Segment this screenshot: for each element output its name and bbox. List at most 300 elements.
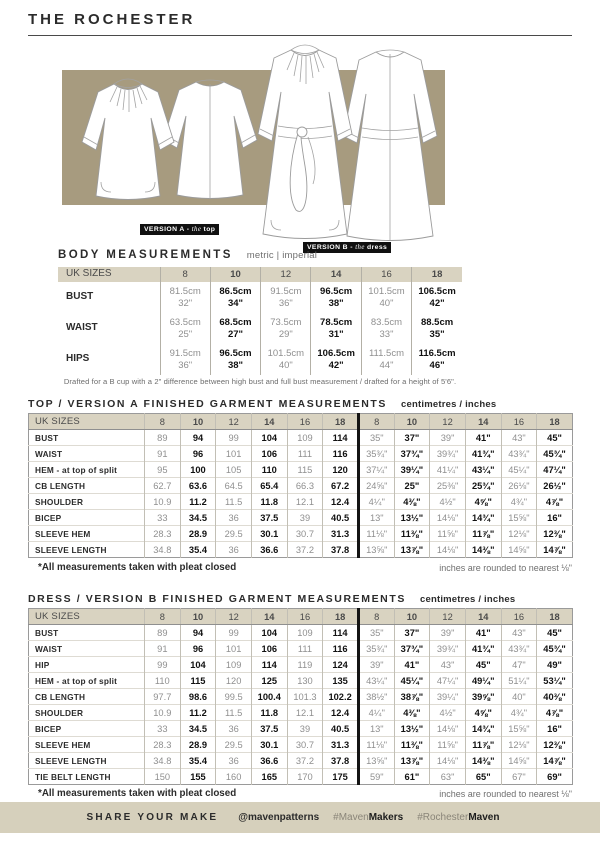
inch-value-cell: 37¼" (358, 462, 394, 478)
cm-value-cell: 116 (323, 641, 359, 657)
inch-value-cell: 43" (501, 430, 537, 446)
inch-value-cell: 39" (430, 430, 466, 446)
cm-value-cell: 125 (251, 673, 287, 689)
inch-value-cell: 38½" (358, 689, 394, 705)
measurement-cell: 91.5cm 36" (261, 282, 311, 313)
technical-drawings (60, 38, 452, 252)
inch-value-cell: 39" (430, 625, 466, 641)
inch-value-cell: 4⅜" (394, 705, 430, 721)
size-header-cell: 18 (323, 414, 359, 430)
inch-value-cell: 39" (358, 657, 394, 673)
cm-value-cell: 33 (145, 721, 181, 737)
cm-value-cell: 105 (216, 462, 252, 478)
inch-value-cell: 43¾" (501, 641, 537, 657)
table-row (29, 657, 573, 673)
row-label: WAIST (29, 446, 145, 462)
version-b-em: the (355, 244, 365, 251)
cm-value-cell: 28.3 (145, 737, 181, 753)
cm-value-cell: 65.4 (251, 478, 287, 494)
cm-value-cell: 36 (216, 753, 252, 769)
dress-pleat-note: *All measurements taken with pleat closed (38, 788, 237, 799)
top-table-heading: TOP / VERSION A FINISHED GARMENT MEASUREMENTS (28, 398, 388, 410)
inch-value-cell: 11⅝" (430, 526, 466, 542)
cm-value-cell: 36.6 (251, 542, 287, 558)
measurement-cell: 96.5cm 38" (311, 282, 361, 313)
table-row (29, 430, 573, 446)
inch-value-cell: 14⅜" (465, 753, 501, 769)
inch-value-cell: 37" (394, 625, 430, 641)
row-label: WAIST (66, 322, 98, 334)
inch-value-cell: 26⅛" (501, 478, 537, 494)
cm-value-cell: 11.2 (180, 494, 216, 510)
inch-value-cell: 4⅞" (537, 705, 573, 721)
cm-value-cell: 34.5 (180, 721, 216, 737)
dress-measurements-table (28, 608, 573, 785)
size-header-cell: 8 (358, 609, 394, 625)
cm-value-cell: 30.1 (251, 737, 287, 753)
inch-value-cell: 59" (358, 769, 394, 785)
cm-value-cell: 116 (323, 446, 359, 462)
cm-value-cell: 102.2 (323, 689, 359, 705)
measurement-cell: 116.5cm 46" (412, 344, 462, 375)
cm-value-cell: 101 (216, 641, 252, 657)
row-label: SHOULDER (29, 494, 145, 510)
version-a-prefix: VERSION A - (144, 226, 192, 233)
size-header-cell: 14 (465, 609, 501, 625)
cm-value-cell: 110 (145, 673, 181, 689)
top-rounding-note: inches are rounded to nearest ⅛" (439, 563, 572, 573)
cm-value-cell: 11.5 (216, 705, 252, 721)
inch-value-cell: 4¼" (358, 705, 394, 721)
table-row (29, 705, 573, 721)
page-title: THE ROCHESTER (28, 11, 196, 28)
cm-value-cell: 100 (180, 462, 216, 478)
dress-table-title (28, 593, 515, 605)
size-header-cell: 12 (430, 414, 466, 430)
inch-value-cell: 37¾" (394, 641, 430, 657)
cm-value-cell: 94 (180, 430, 216, 446)
dress-rounding-note: inches are rounded to nearest ⅛" (439, 789, 572, 799)
cm-value-cell: 39 (287, 721, 323, 737)
cm-value-cell: 101 (216, 446, 252, 462)
hashtag-mavenmakers (333, 812, 417, 823)
cm-value-cell: 91 (145, 446, 181, 462)
inch-value-cell: 35" (358, 625, 394, 641)
table-row (29, 737, 573, 753)
row-label: SLEEVE HEM (29, 737, 145, 753)
cm-value-cell: 64.5 (216, 478, 252, 494)
inch-value-cell: 4½" (430, 494, 466, 510)
cm-value-cell: 91 (145, 641, 181, 657)
cm-value-cell: 99.5 (216, 689, 252, 705)
inch-value-cell: 43¼" (358, 673, 394, 689)
inch-value-cell: 39¼" (394, 462, 430, 478)
table-row (29, 641, 573, 657)
inch-value-cell: 25⅜" (430, 478, 466, 494)
inch-value-cell: 14¾" (465, 510, 501, 526)
size-header-cell: 10 (210, 267, 260, 282)
measurement-cell: 78.5cm 31" (311, 313, 361, 344)
inch-value-cell: 47¼" (430, 673, 466, 689)
cm-value-cell: 130 (287, 673, 323, 689)
inch-value-cell: 43¼" (465, 462, 501, 478)
size-header-cell: 8 (160, 267, 210, 282)
inch-value-cell: 13½" (394, 721, 430, 737)
cm-value-cell: 12.4 (323, 494, 359, 510)
cm-value-cell: 94 (180, 625, 216, 641)
measurement-cell: 68.5cm 27" (210, 313, 260, 344)
row-label: WAIST (29, 641, 145, 657)
size-header-corner: UK SIZES (29, 609, 145, 625)
cm-value-cell: 34.8 (145, 542, 181, 558)
inch-value-cell: 4⅞" (537, 494, 573, 510)
table-row (29, 462, 573, 478)
cm-value-cell: 37.5 (251, 510, 287, 526)
cm-value-cell: 40.5 (323, 721, 359, 737)
inch-value-cell: 12⅛" (501, 737, 537, 753)
size-header-cell: 16 (501, 609, 537, 625)
cm-value-cell: 37.2 (287, 753, 323, 769)
row-label: HIP (29, 657, 145, 673)
table-row (58, 344, 462, 375)
inch-value-cell: 39⅝" (465, 689, 501, 705)
cm-value-cell: 37.8 (323, 542, 359, 558)
cm-value-cell: 39 (287, 510, 323, 526)
cm-value-cell: 155 (180, 769, 216, 785)
cm-value-cell: 114 (323, 625, 359, 641)
size-header-corner: UK SIZES (29, 414, 145, 430)
inch-value-cell: 41¼" (430, 462, 466, 478)
cm-value-cell: 10.9 (145, 705, 181, 721)
inch-value-cell: 15⅝" (501, 721, 537, 737)
cm-value-cell: 31.3 (323, 526, 359, 542)
cm-value-cell: 175 (323, 769, 359, 785)
inch-value-cell: 14⅛" (430, 510, 466, 526)
size-header-cell: 12 (216, 414, 252, 430)
inch-value-cell: 4⅝" (465, 494, 501, 510)
footer-bar (0, 802, 600, 833)
inch-value-cell: 63" (430, 769, 466, 785)
cm-value-cell: 29.5 (216, 737, 252, 753)
cm-value-cell: 10.9 (145, 494, 181, 510)
cm-value-cell: 160 (216, 769, 252, 785)
hashtag-mavenmakers-bold: Makers (368, 812, 404, 823)
table-row (29, 510, 573, 526)
cm-value-cell: 99 (216, 430, 252, 446)
cm-value-cell: 114 (323, 430, 359, 446)
top-table-title (28, 398, 496, 410)
inch-value-cell: 43" (501, 625, 537, 641)
inch-value-cell: 14⅛" (430, 721, 466, 737)
top-measurements-table (28, 413, 573, 558)
inch-value-cell: 14⅛" (430, 542, 466, 558)
cm-value-cell: 104 (180, 657, 216, 673)
cm-value-cell: 34.5 (180, 510, 216, 526)
size-header-cell: 16 (287, 609, 323, 625)
size-header-cell: 8 (145, 609, 181, 625)
cm-value-cell: 28.9 (180, 737, 216, 753)
row-label: HIPS (66, 353, 90, 365)
inch-value-cell: 4¾" (501, 494, 537, 510)
inch-value-cell: 11⅞" (465, 526, 501, 542)
cm-value-cell: 115 (180, 673, 216, 689)
size-header-cell: 18 (323, 609, 359, 625)
cm-value-cell: 35.4 (180, 542, 216, 558)
cm-value-cell: 33 (145, 510, 181, 526)
cm-value-cell: 106 (251, 641, 287, 657)
size-header-cell: 12 (216, 609, 252, 625)
table-row (58, 313, 462, 344)
row-label: CB LENGTH (29, 478, 145, 494)
size-header-cell: 18 (412, 267, 462, 282)
inch-value-cell: 11⅝" (430, 737, 466, 753)
size-header-cell: 8 (358, 414, 394, 430)
row-label: BUST (29, 430, 145, 446)
cm-value-cell: 106 (251, 446, 287, 462)
cm-value-cell: 109 (216, 657, 252, 673)
inch-value-cell: 25" (394, 478, 430, 494)
inch-value-cell: 4⅝" (465, 705, 501, 721)
cm-value-cell: 12.1 (287, 494, 323, 510)
inch-value-cell: 45" (465, 657, 501, 673)
cm-value-cell: 30.7 (287, 526, 323, 542)
inch-value-cell: 49¼" (465, 673, 501, 689)
measurement-cell: 111.5cm 44" (361, 344, 411, 375)
inch-value-cell: 41" (465, 430, 501, 446)
cm-value-cell: 150 (145, 769, 181, 785)
inch-value-cell: 41" (394, 657, 430, 673)
measurement-cell: 96.5cm 38" (210, 344, 260, 375)
inch-value-cell: 35¾" (358, 641, 394, 657)
cm-value-cell: 30.7 (287, 737, 323, 753)
inch-value-cell: 12⅜" (537, 526, 573, 542)
row-label: HEM - at top of split (29, 462, 145, 478)
row-label: CB LENGTH (29, 689, 145, 705)
cm-value-cell: 95 (145, 462, 181, 478)
inch-value-cell: 12⅜" (537, 737, 573, 753)
row-label: SHOULDER (29, 705, 145, 721)
table-row (29, 526, 573, 542)
inch-value-cell: 4⅜" (394, 494, 430, 510)
cm-value-cell: 101.3 (287, 689, 323, 705)
measurement-cell: 63.5cm 25" (160, 313, 210, 344)
row-label: SLEEVE HEM (29, 526, 145, 542)
inch-value-cell: 61" (394, 769, 430, 785)
inch-value-cell: 11⅜" (394, 526, 430, 542)
version-b-prefix: VERSION B - (307, 244, 356, 251)
size-header-cell: 16 (361, 267, 411, 282)
cm-value-cell: 30.1 (251, 526, 287, 542)
inch-value-cell: 13" (358, 721, 394, 737)
measurement-cell: 106.5cm 42" (412, 282, 462, 313)
cm-value-cell: 104 (251, 430, 287, 446)
inch-value-cell: 45¾" (537, 446, 573, 462)
size-header-cell: 12 (261, 267, 311, 282)
measurement-cell: 86.5cm 34" (210, 282, 260, 313)
inch-value-cell: 26½" (537, 478, 573, 494)
cm-value-cell: 62.7 (145, 478, 181, 494)
cm-value-cell: 11.8 (251, 494, 287, 510)
cm-value-cell: 109 (287, 430, 323, 446)
table-row (29, 753, 573, 769)
inch-value-cell: 35¾" (358, 446, 394, 462)
cm-value-cell: 40.5 (323, 510, 359, 526)
inch-value-cell: 13⅞" (394, 753, 430, 769)
cm-value-cell: 11.5 (216, 494, 252, 510)
size-header-corner: UK SIZES (58, 267, 160, 282)
cm-value-cell: 37.5 (251, 721, 287, 737)
inch-value-cell: 40⅜" (537, 689, 573, 705)
cm-value-cell: 11.8 (251, 705, 287, 721)
cm-value-cell: 170 (287, 769, 323, 785)
cm-value-cell: 119 (287, 657, 323, 673)
table-row (29, 478, 573, 494)
size-header-cell: 18 (537, 609, 573, 625)
inch-value-cell: 14⅜" (465, 542, 501, 558)
cm-value-cell: 12.1 (287, 705, 323, 721)
cm-value-cell: 34.8 (145, 753, 181, 769)
measurement-cell: 106.5cm 42" (311, 344, 361, 375)
size-header-cell: 12 (430, 609, 466, 625)
inch-value-cell: 45" (537, 625, 573, 641)
table-row (29, 494, 573, 510)
inch-value-cell: 13⅝" (358, 542, 394, 558)
measurement-cell: 101.5cm 40" (361, 282, 411, 313)
measurement-cell: 83.5cm 33" (361, 313, 411, 344)
size-header-cell: 16 (287, 414, 323, 430)
inch-value-cell: 4¼" (358, 494, 394, 510)
inch-value-cell: 38⅞" (394, 689, 430, 705)
cm-value-cell: 124 (323, 657, 359, 673)
cm-value-cell: 28.3 (145, 526, 181, 542)
inch-value-cell: 14⅝" (501, 542, 537, 558)
size-header-cell: 8 (145, 414, 181, 430)
cm-value-cell: 96 (180, 446, 216, 462)
cm-value-cell: 96 (180, 641, 216, 657)
measurement-cell: 73.5cm 29" (261, 313, 311, 344)
cm-value-cell: 99 (145, 657, 181, 673)
inch-value-cell: 4¾" (501, 705, 537, 721)
measurement-cell: 88.5cm 35" (412, 313, 462, 344)
hashtag-mavenmakers-prefix: #Maven (333, 812, 369, 823)
size-header-cell: 14 (465, 414, 501, 430)
size-header-cell: 14 (251, 414, 287, 430)
hashtag-rochestermaven-prefix: #Rochester (417, 812, 469, 823)
size-header-cell: 16 (501, 414, 537, 430)
cm-value-cell: 29.5 (216, 526, 252, 542)
row-label: HEM - at top of split (29, 673, 145, 689)
measurement-cell: 101.5cm 40" (261, 344, 311, 375)
inch-value-cell: 39¼" (430, 689, 466, 705)
cm-value-cell: 36 (216, 721, 252, 737)
row-label: BUST (29, 625, 145, 641)
title-rule (28, 35, 572, 36)
table-row (29, 414, 573, 430)
inch-value-cell: 69" (537, 769, 573, 785)
table-row (29, 689, 573, 705)
size-header-cell: 10 (394, 414, 430, 430)
size-header-cell: 10 (180, 414, 216, 430)
top-table-subtitle: centimetres / inches (401, 399, 497, 410)
inch-value-cell: 41¾" (465, 446, 501, 462)
inch-value-cell: 12⅛" (501, 526, 537, 542)
inch-value-cell: 14⅞" (537, 753, 573, 769)
inch-value-cell: 24⅝" (358, 478, 394, 494)
table-row (29, 673, 573, 689)
inch-value-cell: 14¾" (465, 721, 501, 737)
hashtag-rochestermaven (417, 812, 513, 823)
inch-value-cell: 11⅛" (358, 737, 394, 753)
cm-value-cell: 28.9 (180, 526, 216, 542)
body-measurements-subtitle: metric | imperial (246, 250, 318, 261)
table-row (29, 625, 573, 641)
inch-value-cell: 43" (430, 657, 466, 673)
cm-value-cell: 36.6 (251, 753, 287, 769)
inch-value-cell: 13" (358, 510, 394, 526)
version-a-label (140, 224, 219, 235)
cm-value-cell: 12.4 (323, 705, 359, 721)
cm-value-cell: 89 (145, 625, 181, 641)
inch-value-cell: 13⅝" (358, 753, 394, 769)
inch-value-cell: 47¼" (537, 462, 573, 478)
cm-value-cell: 100.4 (251, 689, 287, 705)
cm-value-cell: 37.2 (287, 542, 323, 558)
measurement-cell: 91.5cm 36" (160, 344, 210, 375)
cm-value-cell: 98.6 (180, 689, 216, 705)
version-a-em: the (191, 226, 202, 233)
inch-value-cell: 37" (394, 430, 430, 446)
inch-value-cell: 14⅝" (501, 753, 537, 769)
inch-value-cell: 16" (537, 721, 573, 737)
table-row (58, 282, 462, 313)
body-measurements-table (58, 267, 462, 375)
row-label: BICEP (29, 721, 145, 737)
inch-value-cell: 16" (537, 510, 573, 526)
measurement-cell: 81.5cm 32" (160, 282, 210, 313)
cm-value-cell: 66.3 (287, 478, 323, 494)
inch-value-cell: 11⅛" (358, 526, 394, 542)
inch-value-cell: 43¾" (501, 446, 537, 462)
inch-value-cell: 13½" (394, 510, 430, 526)
inch-value-cell: 15⅝" (501, 510, 537, 526)
inch-value-cell: 45¼" (501, 462, 537, 478)
row-label: SLEEVE LENGTH (29, 542, 145, 558)
version-b-suffix: dress (364, 244, 388, 251)
cm-value-cell: 110 (251, 462, 287, 478)
inch-value-cell: 4½" (430, 705, 466, 721)
body-measurements-note: Drafted for a B cup with a 2" difference between high bust and full bust measurement / drafted for a height of 5'6". (63, 377, 457, 386)
inch-value-cell: 39¾" (430, 641, 466, 657)
cm-value-cell: 35.4 (180, 753, 216, 769)
size-header-cell: 14 (311, 267, 361, 282)
inch-value-cell: 45" (537, 430, 573, 446)
inch-value-cell: 40" (501, 689, 537, 705)
cm-value-cell: 120 (216, 673, 252, 689)
cm-value-cell: 104 (251, 625, 287, 641)
row-label: TIE BELT LENGTH (29, 769, 145, 785)
row-label: SLEEVE LENGTH (29, 753, 145, 769)
inch-value-cell: 13⅞" (394, 542, 430, 558)
inch-value-cell: 41¾" (465, 641, 501, 657)
cm-value-cell: 120 (323, 462, 359, 478)
cm-value-cell: 99 (216, 625, 252, 641)
table-row (29, 446, 573, 462)
size-header-cell: 14 (251, 609, 287, 625)
table-row (58, 267, 462, 282)
share-your-make-label: SHARE YOUR MAKE (86, 812, 219, 823)
version-a-suffix: top (201, 226, 216, 233)
size-header-cell: 10 (394, 609, 430, 625)
